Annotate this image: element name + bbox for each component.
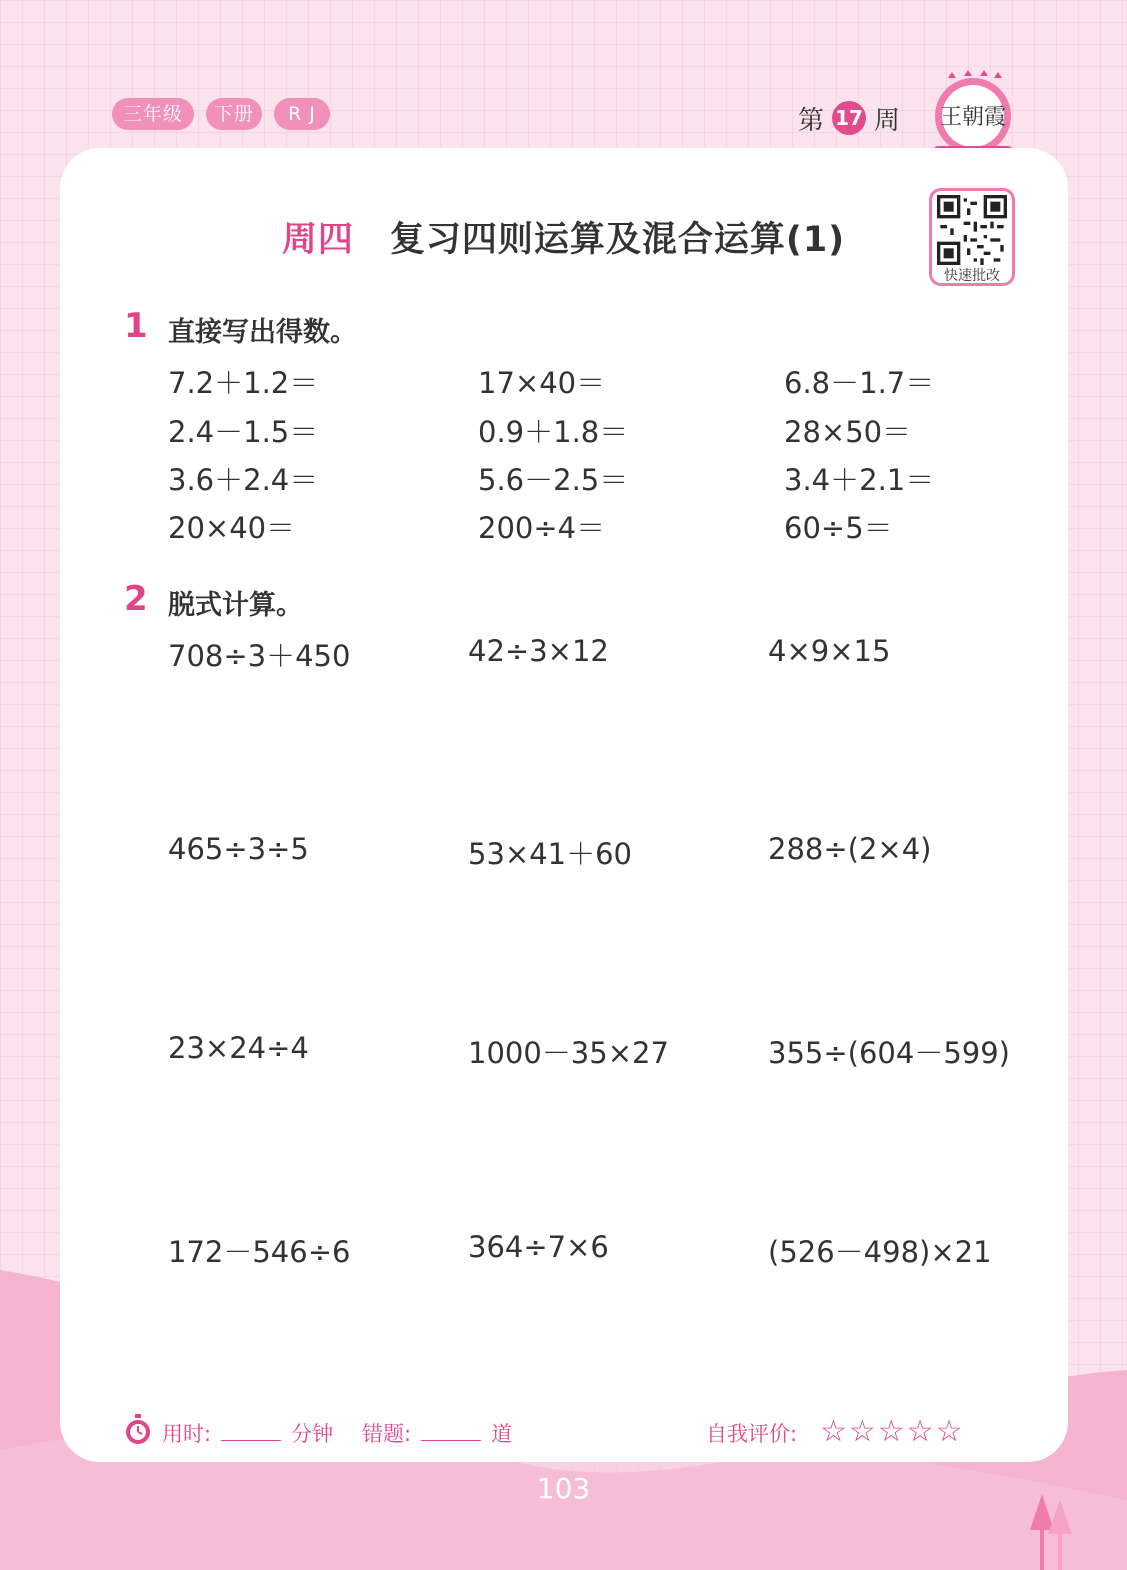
question-1-prompt: 直接写出得数。 [168,317,357,348]
error-record [362,1418,512,1448]
q2-item: 23×24÷4 [168,1031,309,1065]
qr-label: 快速批改 [944,268,1000,284]
rating-stars[interactable]: ☆☆☆☆☆ [820,1414,965,1449]
title-day: 周四 [281,220,354,260]
error-label: 错题: [362,1422,412,1446]
q1-item: 5.6－2.5＝ [478,463,629,497]
edition-tag: R J [274,98,330,130]
q2-item: 4×9×15 [768,634,891,668]
time-blank[interactable] [221,1440,281,1441]
error-unit: 道 [491,1422,513,1446]
q2-item: 288÷(2×4) [768,832,932,866]
week-prefix: 第 [798,105,825,136]
q1-item: 6.8－1.7＝ [784,366,935,400]
volume-tag: 下册 [206,98,262,130]
title-text: 复习四则运算及混合运算(1) [389,220,846,260]
q1-item: 200÷4＝ [478,511,606,545]
time-record [162,1418,333,1448]
qr-icon [937,195,1007,265]
q1-item: 20×40＝ [168,511,296,545]
week-indicator [798,100,900,136]
q2-item: 708÷3＋450 [168,639,351,673]
week-suffix: 周 [874,105,901,136]
q2-item: 172－546÷6 [168,1235,351,1269]
q1-item: 7.2＋1.2＝ [168,366,319,400]
question-1-number: 1 [124,306,148,346]
brand-logo [930,70,1016,160]
page-number: 103 [536,1472,591,1505]
q2-item: 465÷3÷5 [168,832,309,866]
self-eval-label: 自我评价: [706,1422,798,1446]
q2-item: 355÷(604－599) [768,1036,1010,1070]
q2-item: 42÷3×12 [468,634,609,668]
time-unit: 分钟 [291,1422,334,1446]
q1-item: 3.4＋2.1＝ [784,463,935,497]
question-2-prompt: 脱式计算。 [168,590,303,621]
q2-item: 364÷7×6 [468,1230,609,1264]
q1-item: 28×50＝ [784,415,912,449]
q1-item: 2.4－1.5＝ [168,415,319,449]
q1-item: 17×40＝ [478,366,606,400]
q1-item: 0.9＋1.8＝ [478,415,629,449]
week-number: 17 [832,101,866,135]
question-2-number: 2 [124,579,148,619]
q1-item: 60÷5＝ [784,511,893,545]
q2-item: 1000－35×27 [468,1036,669,1070]
stopwatch-icon [124,1414,152,1446]
arrow-decoration [1028,1490,1076,1570]
svg-text:王朝霞: 王朝霞 [939,105,1007,130]
grade-tag: 三年级 [112,98,194,130]
qr-code[interactable] [929,188,1015,286]
q1-item: 3.6＋2.4＝ [168,463,319,497]
error-blank[interactable] [421,1440,481,1441]
q2-item: (526－498)×21 [768,1235,992,1269]
time-label: 用时: [162,1422,212,1446]
q2-item: 53×41＋60 [468,837,633,871]
